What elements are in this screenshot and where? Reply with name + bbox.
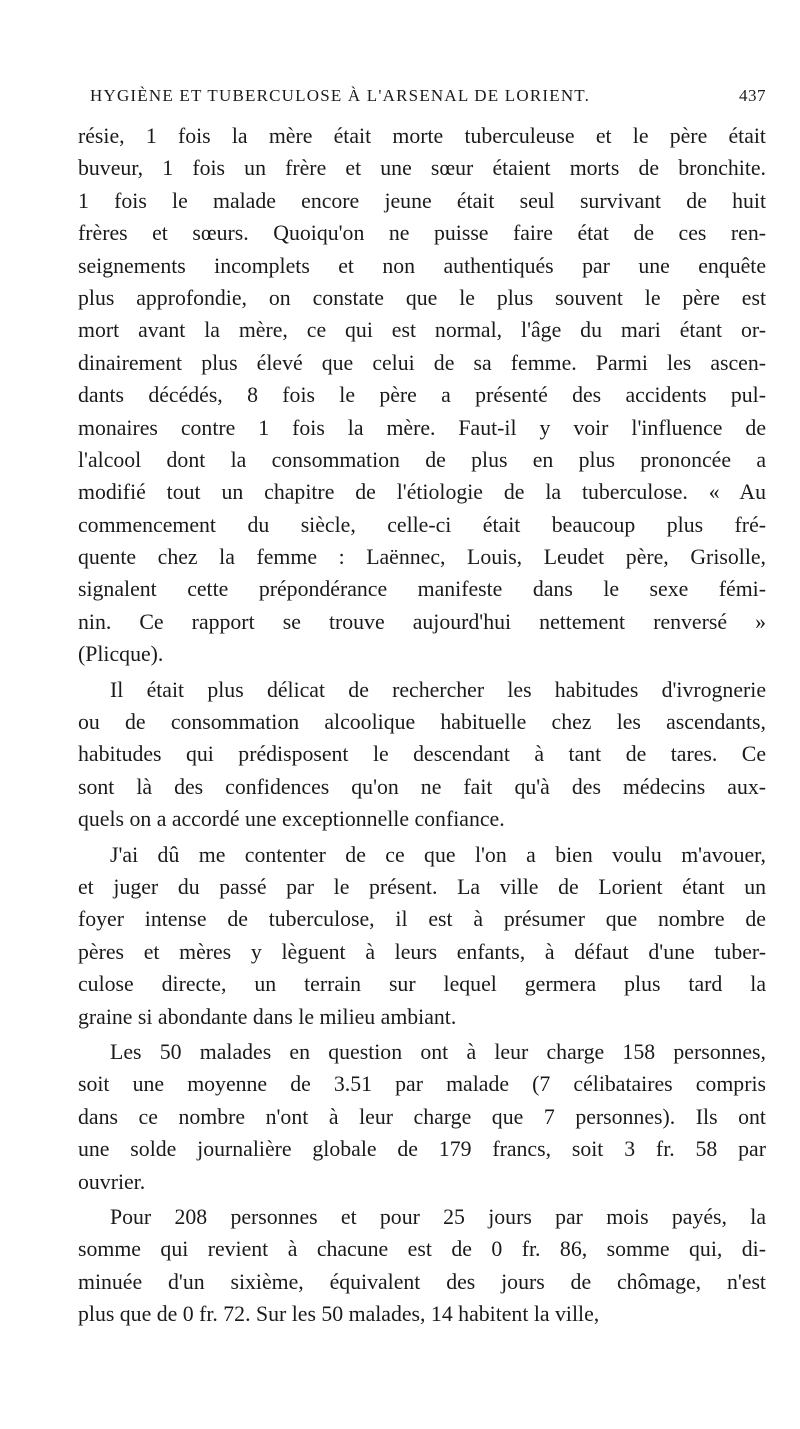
text-line: dants décédés, 8 fois le père a présenté des accidents pul-: [78, 383, 766, 408]
text-line: foyer intense de tuberculose, il est à présumer que nombre de: [78, 907, 766, 932]
text-line: ouvrier.: [78, 1169, 146, 1194]
paragraph: [78, 1036, 766, 1198]
text-line: frères et sœurs. Quoiqu'on ne puisse faire état de ces ren-: [78, 221, 766, 246]
text-line: quels on a accordé une exceptionnelle confiance.: [78, 807, 505, 832]
text-line: monaires contre 1 fois la mère. Faut-il y voir l'influence de: [78, 415, 766, 440]
book-page: [78, 86, 766, 1330]
text-line: nin. Ce rapport se trouve aujourd'hui nettement renversé »: [78, 609, 766, 634]
text-line: soit une moyenne de 3.51 par malade (7 célibataires compris: [78, 1072, 766, 1097]
text-line: buveur, 1 fois un frère et une sœur étaient morts de bronchite.: [78, 156, 766, 181]
text-line: (Plicque).: [78, 642, 164, 667]
text-line: quente chez la femme : Laënnec, Louis, Leudet père, Grisolle,: [78, 545, 766, 570]
text-line: graine si abondante dans le milieu ambiant.: [78, 1004, 457, 1029]
text-line: modifié tout un chapitre de l'étiologie de la tuberculose. « Au: [78, 480, 766, 505]
paragraph: [78, 120, 766, 671]
text-line: Il était plus délicat de rechercher les habitudes d'ivrognerie: [110, 677, 766, 702]
paragraph: [78, 674, 766, 836]
text-line: habitudes qui prédisposent le descendant à tant de tares. Ce: [78, 742, 766, 767]
text-line: résie, 1 fois la mère était morte tuberculeuse et le père était: [78, 124, 766, 148]
text-line: J'ai dû me contenter de ce que l'on a bien voulu m'avouer,: [110, 842, 766, 867]
text-line: 1 fois le malade encore jeune était seul survivant de huit: [78, 188, 766, 213]
page-number: 437: [739, 86, 766, 105]
text-line: dans ce nombre n'ont à leur charge que 7 personnes). Ils ont: [78, 1104, 766, 1129]
text-line: plus que de 0 fr. 72. Sur les 50 malades, 14 habitent la ville,: [78, 1302, 600, 1327]
text-line: minuée d'un sixième, équivalent des jours de chômage, n'est: [78, 1269, 766, 1294]
paragraph: [78, 839, 766, 1033]
text-line: plus approfondie, on constate que le plus souvent le père est: [78, 285, 766, 310]
text-line: Les 50 malades en question ont à leur charge 158 personnes,: [110, 1039, 766, 1064]
text-line: pères et mères y lèguent à leurs enfants, à défaut d'une tuber-: [78, 939, 766, 964]
body-text: [78, 120, 766, 1330]
text-line: somme qui revient à chacune est de 0 fr. 86, somme qui, di-: [78, 1237, 766, 1262]
paragraph: [78, 1201, 766, 1331]
text-line: une solde journalière globale de 179 francs, soit 3 fr. 58 par: [78, 1137, 766, 1162]
text-line: dinairement plus élevé que celui de sa femme. Parmi les ascen-: [78, 350, 766, 375]
text-line: ou de consommation alcoolique habituelle chez les ascendants,: [78, 710, 766, 735]
text-line: l'alcool dont la consommation de plus en plus prononcée a: [78, 447, 766, 472]
text-line: et juger du passé par le présent. La ville de Lorient étant un: [78, 874, 766, 899]
text-line: seignements incomplets et non authentiqués par une enquête: [78, 253, 766, 278]
running-head: [78, 86, 766, 120]
running-title: HYGIÈNE ET TUBERCULOSE À L'ARSENAL DE LORIENT.: [90, 86, 591, 105]
text-line: mort avant la mère, ce qui est normal, l'âge du mari étant or-: [78, 318, 766, 343]
text-line: signalent cette prépondérance manifeste dans le sexe fémi-: [78, 577, 766, 602]
text-line: commencement du siècle, celle-ci était beaucoup plus fré-: [78, 512, 766, 537]
text-line: Pour 208 personnes et pour 25 jours par mois payés, la: [110, 1204, 766, 1229]
text-line: sont là des confidences qu'on ne fait qu'à des médecins aux-: [78, 774, 766, 799]
text-line: culose directe, un terrain sur lequel germera plus tard la: [78, 972, 766, 997]
